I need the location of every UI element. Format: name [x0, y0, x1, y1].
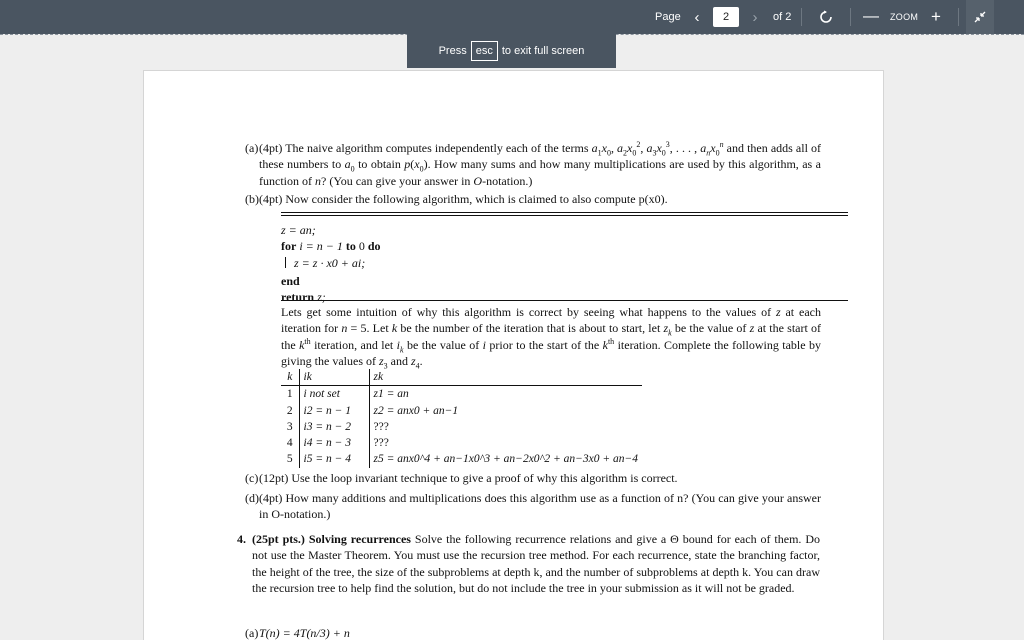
minus-icon[interactable]: — — [863, 8, 879, 25]
part-b — [245, 191, 821, 207]
esc-key: esc — [471, 41, 498, 61]
table-cell: 3 — [281, 419, 299, 435]
table-cell: 2 — [281, 403, 299, 419]
table-cell: i5 = n − 4 — [299, 451, 369, 467]
table-row — [281, 451, 642, 467]
q4a-text: T(n) = 4T(n/3) + n — [259, 626, 350, 640]
q4-text: Solve the following recurrence relations and give a Θ bound for each of them. Do not use the Master Theorem. You must use the recursion tree method. For each recurrence, state the branching factor, the height of the tree, the size of the subproblems at depth k, and the number of subproblems at depth k. You can draw the recursion tree to help find the solution, but do not include the tree in your submission as it will not be graded. — [252, 532, 821, 595]
question-4 — [237, 531, 821, 596]
header-zk: zk — [369, 369, 642, 386]
notice-pre: Press — [438, 45, 467, 57]
part-d — [245, 490, 821, 523]
document-page — [143, 70, 884, 640]
part-b-label: (b) — [245, 192, 259, 206]
loop-body: z = z · x0 + ai; — [294, 255, 366, 270]
for-keyword: for — [281, 239, 297, 254]
return-value: z; — [317, 290, 326, 305]
page-number-input[interactable]: 2 — [713, 7, 739, 27]
table-cell: 5 — [281, 451, 299, 467]
table-cell: i2 = n − 1 — [299, 403, 369, 419]
to-value: 0 — [358, 239, 365, 254]
viewer-toolbar — [0, 0, 1024, 34]
table-cell: i3 = n − 2 — [299, 419, 369, 435]
toolbar-separator — [801, 8, 802, 26]
part-c-label: (c) — [245, 471, 259, 485]
table-cell: i4 = n − 3 — [299, 435, 369, 451]
header-k: k — [281, 369, 299, 386]
zoom-label: ZOOM — [890, 12, 919, 22]
fullscreen-notice — [407, 34, 616, 68]
block-bar — [285, 257, 286, 268]
table-row — [281, 386, 642, 403]
part-b-text: (4pt) Now consider the following algorithm, which is claimed to also compute p(x0). — [259, 192, 668, 206]
table-cell: z1 = an — [373, 388, 409, 401]
chevron-right-icon[interactable]: › — [752, 8, 758, 26]
q4-heading: (25pt pts.) Solving recurrences — [252, 532, 411, 546]
table-cell: ??? — [373, 437, 389, 450]
algo-line-for — [281, 238, 848, 254]
part-d-label: (d) — [245, 491, 259, 505]
notice-post: to exit full screen — [501, 45, 585, 57]
rotate-icon[interactable] — [817, 0, 835, 34]
table-header — [281, 369, 642, 386]
algo-rule — [281, 215, 848, 216]
table-cell: i not set — [299, 386, 369, 403]
return-keyword: return — [281, 290, 315, 305]
part-a-points: (4pt) — [259, 141, 283, 155]
part-c — [245, 470, 821, 486]
table-cell: z2 = anx0 + an−1 — [373, 404, 459, 417]
part-a: (a) (4pt) The naive algorithm computes independently each of the terms $a_1x_0$, $a_2x_0^2$, $a_3x_0^3$, . . . , $a_nx_0^n$ and then adds all of these numbers to $a_0$ to obtain $p(x_0)$. How many sums and how many multiplications are used by this algorithm, as a function of n? (You can give your answer in O-notation.) — [245, 140, 822, 188]
part-c-text: (12pt) Use the loop invariant technique to give a proof of why this algorithm is correct. — [259, 471, 678, 485]
do-keyword: do — [367, 239, 381, 254]
table-cell: 1 — [281, 386, 299, 403]
table-cell: ??? — [373, 420, 389, 433]
algorithm-block — [281, 222, 848, 305]
table-row — [281, 419, 642, 435]
toolbar-separator — [850, 8, 851, 26]
iteration-table — [281, 369, 642, 468]
to-keyword: to — [345, 239, 356, 254]
q4a-label: (a) — [245, 626, 259, 640]
algo-rule — [281, 300, 848, 301]
chevron-left-icon[interactable]: ‹ — [694, 8, 700, 26]
header-ik: ik — [299, 369, 369, 386]
algo-line-1: z = an; — [281, 223, 316, 237]
table-row — [281, 435, 642, 451]
table-cell: z5 = anx0^4 + an−1x0^3 + an−2x0^2 + an−3x0 + an−4 — [373, 453, 639, 466]
algo-rule — [281, 212, 848, 213]
toolbar-separator — [958, 8, 959, 26]
table-cell: 4 — [281, 435, 299, 451]
q4-part-a — [245, 625, 821, 640]
collapse-arrows-icon[interactable] — [966, 0, 994, 34]
table-row — [281, 403, 642, 419]
page-count-label: of 2 — [773, 11, 792, 23]
for-range: i = n − 1 — [299, 239, 343, 254]
part-d-text: (4pt) How many additions and multiplications does this algorithm use as a function of n? (You can give your answer in O-notation.) — [259, 491, 821, 522]
page-label: Page — [655, 11, 681, 23]
plus-icon[interactable]: + — [931, 7, 941, 26]
part-a-label: (a) — [245, 141, 259, 155]
algo-line-end: end — [281, 273, 300, 288]
intuition-paragraph: Lets get some intuition of why this algorithm is correct by seeing what happens to the values of z at each iteration for n = 5. Let k be the number of the iteration that is about to start, let $z_k$ be the value of z at the start of the $k^{th}$ iteration, and let $i_k$ be the value of i prior to the start of the $k^{th}$ iteration. Complete the following table by giving the values of $z_3$ and $z_4$. — [281, 305, 821, 371]
algo-line-body — [281, 255, 848, 271]
q4-number: 4. — [237, 532, 246, 546]
